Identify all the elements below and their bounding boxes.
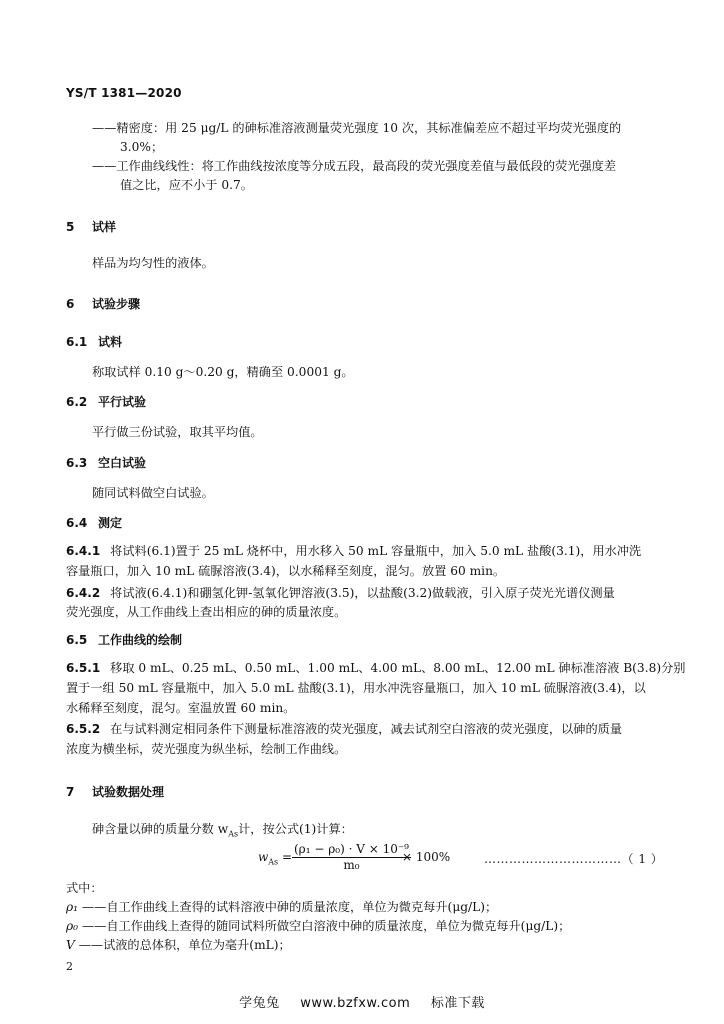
section-title: 试料 bbox=[98, 335, 123, 349]
clause-number: 6.5.1 bbox=[66, 661, 101, 675]
para-6-5-2-line2: 浓度为横坐标，荧光强度为纵坐标，绘制工作曲线。 bbox=[66, 742, 347, 756]
clause-number: 6.4.2 bbox=[66, 586, 101, 600]
formula-lhs: $w_{As}$ = bbox=[258, 850, 293, 867]
variable-rho1: ρ₁ ——自工作曲线上查得的试料溶液中砷的质量浓度，单位为微克每升(μg/L)； bbox=[66, 900, 498, 914]
section-6-2-heading bbox=[66, 394, 146, 410]
formula-tail: × 100% bbox=[402, 850, 451, 864]
section-5-heading bbox=[66, 219, 116, 235]
clause-number: 6.5.2 bbox=[66, 722, 101, 736]
para-6-4-1-line1: 6.4.1 将试料(6.1)置于 25 mL 烧杯中，用水移入 50 mL 容量瓶中，加入 5.0 mL 盐酸(3.1)，用水冲洗 bbox=[66, 544, 642, 558]
para-6-4-2-line1: 6.4.2 将试液(6.4.1)和硼氢化钾-氢氧化钾溶液(3.5)，以盐酸(3.2)做载液，引入原子荧光光谱仪测量 bbox=[66, 586, 615, 600]
para-6-5-1-line3: 水稀释至刻度，混匀。室温放置 60 min。 bbox=[66, 701, 296, 715]
section-number: 6 bbox=[66, 297, 75, 311]
section-6-4-heading bbox=[66, 515, 122, 531]
section-number: 5 bbox=[66, 220, 75, 234]
section-title: 工作曲线的绘制 bbox=[98, 633, 183, 647]
section-6-2-text: 平行做三份试验，取其平均值。 bbox=[92, 425, 263, 439]
para-6-4-2-line2: 荧光强度，从工作曲线上查出相应的砷的质量浓度。 bbox=[66, 605, 347, 619]
section-title: 试验数据处理 bbox=[92, 785, 165, 799]
footer-slogan: 标准下载 bbox=[430, 996, 485, 1011]
section-5-text: 样品为均匀性的液体。 bbox=[92, 256, 214, 270]
section-6-5-heading bbox=[66, 632, 182, 648]
formula-fraction bbox=[292, 842, 411, 873]
formula-equation-number: ……………………………（ 1 ） bbox=[484, 852, 664, 866]
bullet-linearity-line1: ——工作曲线线性：将工作曲线按浓度等分成五段，最高段的荧光强度差值与最低段的荧光强度差 bbox=[92, 159, 617, 173]
section-title: 测定 bbox=[98, 516, 123, 530]
formula-denominator: m₀ bbox=[343, 858, 360, 872]
section-number: 6.5 bbox=[66, 633, 88, 647]
section-number: 6.2 bbox=[66, 395, 88, 409]
section-title: 试样 bbox=[92, 220, 117, 234]
footer-site-name: 学兔兔 bbox=[239, 996, 280, 1011]
bullet-linearity-line2: 值之比，应不小于 0.7。 bbox=[120, 178, 253, 192]
section-7-heading bbox=[66, 784, 164, 800]
variable-rho0: ρ₀ ——自工作曲线上查得的随同试料所做空白溶液中砷的质量浓度，单位为微克每升(μg/L)； bbox=[66, 919, 571, 933]
section-title: 平行试验 bbox=[98, 395, 147, 409]
para-6-5-1-line2: 置于一组 50 mL 容量瓶中，加入 5.0 mL 盐酸(3.1)，用水冲洗容量瓶口，加入 10 mL 硫脲溶液(3.4)，以 bbox=[66, 681, 646, 695]
section-number: 7 bbox=[66, 785, 75, 799]
variable-v: V ——试液的总体积，单位为毫升(mL)； bbox=[66, 938, 291, 952]
para-6-5-1-line1: 6.5.1 移取 0 mL、0.25 mL、0.50 mL、1.00 mL、4.00 mL、8.00 mL、12.00 mL 砷标准溶液 B(3.8)分别 bbox=[66, 661, 686, 675]
section-number: 6.1 bbox=[66, 335, 88, 349]
clause-number: 6.4.1 bbox=[66, 544, 101, 558]
para-6-4-1-line2: 容量瓶口，加入 10 mL 硫脲溶液(3.4)，以水稀释至刻度，混匀。放置 60 min。 bbox=[66, 564, 506, 578]
standard-code: YS/T 1381—2020 bbox=[66, 86, 182, 100]
where-label: 式中： bbox=[66, 881, 103, 895]
footer-url[interactable]: www.bzfxw.com bbox=[300, 996, 411, 1011]
section-6-1-text: 称取试样 0.10 g～0.20 g，精确至 0.0001 g。 bbox=[92, 365, 354, 379]
bullet-precision-line2: 3.0%； bbox=[120, 140, 164, 154]
footer-watermark bbox=[0, 992, 724, 1011]
section-6-1-heading bbox=[66, 334, 122, 350]
section-number: 6.3 bbox=[66, 456, 88, 470]
formula-numerator: (ρ₁ − ρ₀) · V × 10⁻⁹ bbox=[294, 842, 409, 856]
section-title: 试验步骤 bbox=[92, 297, 141, 311]
section-title: 空白试验 bbox=[98, 456, 147, 470]
section-6-3-heading bbox=[66, 455, 146, 471]
para-6-5-2-line1: 6.5.2 在与试料测定相同条件下测量标准溶液的荧光强度，减去试剂空白溶液的荧光强度，以砷的质量 bbox=[66, 722, 623, 736]
section-7-intro: 砷含量以砷的质量分数 $w_{As}$计，按公式(1)计算： bbox=[92, 822, 353, 839]
section-number: 6.4 bbox=[66, 516, 88, 530]
page-number: 2 bbox=[66, 960, 73, 973]
formula-1 bbox=[258, 842, 664, 876]
section-6-heading bbox=[66, 296, 140, 312]
section-6-3-text: 随同试料做空白试验。 bbox=[92, 486, 214, 500]
bullet-precision-line1: ——精密度：用 25 μg/L 的砷标准溶液测量荧光强度 10 次，其标准偏差应不超过平均荧光强度的 bbox=[92, 121, 622, 135]
